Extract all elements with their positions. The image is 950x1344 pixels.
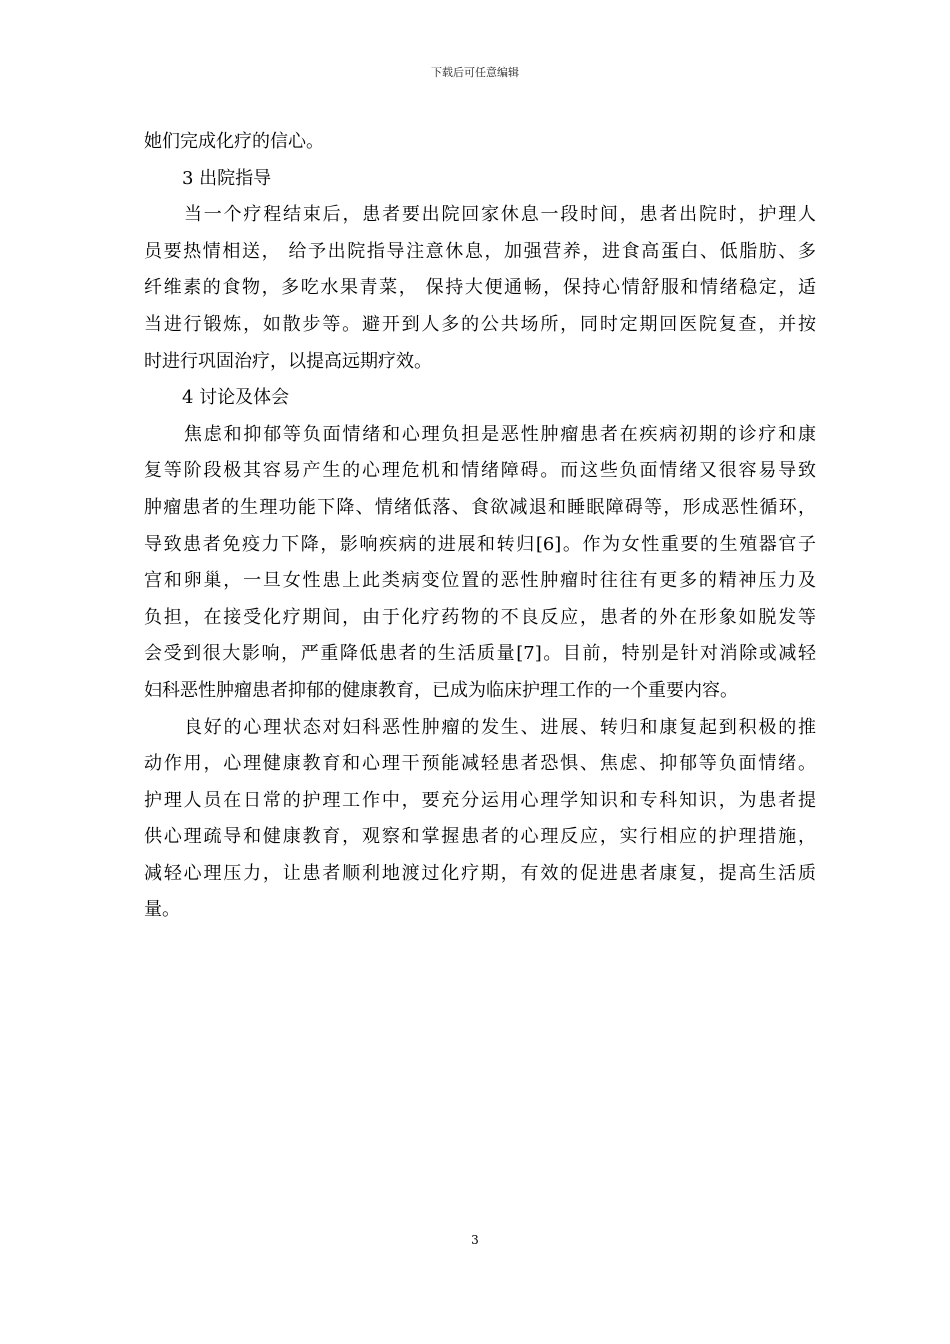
text-line: 当一个疗程结束后，患者要出院回家休息一段时间，患者出院时，护理人: [184, 204, 816, 226]
text-line: 复等阶段极其容易产生的心理危机和情绪障碍。而这些负面情绪又很容易导致: [144, 460, 816, 482]
text-line: 动作用，心理健康教育和心理干预能减轻患者恐惧、焦虑、抑郁等负面情绪。: [144, 753, 816, 775]
text-line: 导致患者免疫力下降，影响疾病的进展和转归[6]。作为女性重要的生殖器官子: [144, 533, 816, 555]
text-line: 肿瘤患者的生理功能下降、情绪低落、食欲减退和睡眠障碍等，形成恶性循环，: [144, 496, 816, 518]
text-line: 她们完成化疗的信心。: [144, 131, 324, 152]
page-header: 下载后可任意编辑: [431, 66, 519, 79]
text-line: 良好的心理状态对妇科恶性肿瘤的发生、进展、转归和康复起到积极的推: [184, 716, 816, 738]
text-line: 量。: [144, 899, 180, 921]
paragraph-continuation: [144, 124, 816, 161]
text-line: 护理人员在日常的护理工作中，要充分运用心理学知识和专科知识，为患者提: [144, 789, 816, 811]
page-number: 3: [471, 1233, 479, 1247]
section-heading-discussion: 4 讨论及体会: [182, 387, 290, 409]
text-line: 员要热情相送， 给予出院指导注意休息，加强营养，进食高蛋白、低脂肪、多: [144, 240, 816, 262]
paragraph-discussion-1: [144, 417, 816, 710]
section-heading-discharge-guidance: 3 出院指导: [182, 167, 272, 189]
text-line: 供心理疏导和健康教育，观察和掌握患者的心理反应，实行相应的护理措施，: [144, 826, 816, 848]
text-line: 焦虑和抑郁等负面情绪和心理负担是恶性肿瘤患者在疾病初期的诊疗和康: [184, 423, 816, 445]
paragraph-discussion-2: [144, 710, 816, 930]
text-line: 当进行锻炼，如散步等。避开到人多的公共场所，同时定期回医院复查，并按: [144, 313, 816, 335]
text-line: 负担，在接受化疗期间，由于化疗药物的不良反应，患者的外在形象如脱发等: [144, 606, 816, 628]
text-line: 纤维素的食物，多吃水果青菜， 保持大便通畅，保持心情舒服和情绪稳定，适: [144, 277, 816, 299]
text-line: 减轻心理压力，让患者顺利地渡过化疗期，有效的促进患者康复，提高生活质: [144, 862, 816, 884]
paragraph-discharge-guidance: [144, 197, 816, 380]
text-line: 妇科恶性肿瘤患者抑郁的健康教育，已成为临床护理工作的一个重要内容。: [144, 679, 738, 701]
text-line: 宫和卵巢，一旦女性患上此类病变位置的恶性肿瘤时往往有更多的精神压力及: [144, 570, 816, 592]
text-line: 时进行巩固治疗，以提高远期疗效。: [144, 350, 432, 372]
document-body: [144, 124, 816, 929]
text-line: 会受到很大影响，严重降低患者的生活质量[7]。目前，特别是针对消除或减轻: [144, 643, 816, 665]
